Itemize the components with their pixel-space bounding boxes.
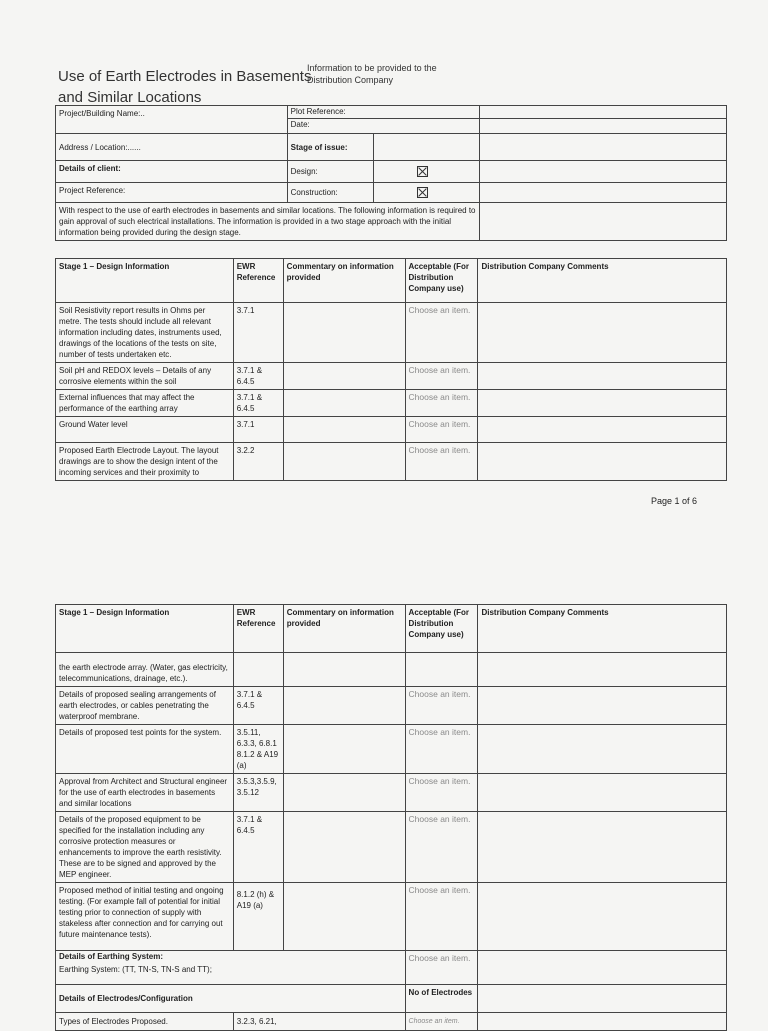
choose-item-dropdown[interactable]: Choose an item. — [405, 417, 478, 443]
commentary-header: Commentary on information provided — [283, 259, 405, 303]
row-ewr-reference: 3.5.11, 6.3.3, 6.8.1 8.1.2 & A19 (a) — [233, 725, 283, 774]
construction-extra — [480, 183, 727, 203]
row-ewr-reference: 8.1.2 (h) & A19 (a) — [233, 883, 283, 951]
row-ewr-reference: 3.2.3, 6.21, — [233, 1013, 405, 1031]
comments-header: Distribution Company Comments — [478, 605, 727, 653]
choose-item-dropdown[interactable]: Choose an item. — [405, 1013, 478, 1031]
row-commentary[interactable] — [283, 812, 405, 883]
stage-header: Stage 1 – Design Information — [56, 259, 234, 303]
ewr-header: EWR Reference — [233, 259, 283, 303]
intro-extra — [480, 203, 727, 241]
choose-item-dropdown[interactable]: Choose an item. — [405, 687, 478, 725]
row-comments[interactable] — [478, 1013, 727, 1031]
row-ewr-reference: 3.7.1 & 6.4.5 — [233, 812, 283, 883]
row-comments[interactable] — [478, 417, 727, 443]
address-label: Address / Location:...... — [56, 134, 288, 161]
commentary-header: Commentary on information provided — [283, 605, 405, 653]
table-row — [56, 774, 727, 812]
choose-item-dropdown[interactable]: Choose an item. — [405, 363, 478, 390]
table-row — [56, 1013, 727, 1031]
design-extra — [480, 161, 727, 183]
construction-checkbox[interactable] — [417, 187, 428, 198]
title-line-2: and Similar Locations — [58, 89, 202, 106]
row-description: Types of Electrodes Proposed. — [56, 1013, 234, 1031]
row-description: Soil Resistivity report results in Ohms per metre. The tests should include all relevant information including dates, instruments used, drawings of the locations of the tests on site, number of tests undertaken etc. — [56, 303, 234, 363]
table-row — [56, 390, 727, 417]
design-label: Design: — [287, 161, 373, 183]
row-commentary[interactable] — [283, 390, 405, 417]
row-commentary[interactable] — [283, 725, 405, 774]
row-comments[interactable] — [478, 725, 727, 774]
choose-item-dropdown[interactable]: Choose an item. — [405, 812, 478, 883]
earthing-system-text: Earthing System: (TT, TN-S, TN-S and TT); — [59, 965, 212, 974]
table-row — [56, 443, 727, 481]
row-commentary[interactable] — [283, 687, 405, 725]
earthing-comments[interactable] — [478, 951, 727, 985]
stage1-table-page1 — [55, 258, 727, 481]
comments-header: Distribution Company Comments — [478, 259, 727, 303]
earthing-system-heading: Details of Earthing System: — [59, 952, 164, 961]
electrodes-heading: Details of Electrodes/Configuration — [56, 985, 406, 1013]
row-ewr-reference — [233, 653, 283, 687]
row-description: the earth electrode array. (Water, gas electricity, telecommunications, drainage, etc.). — [56, 653, 234, 687]
choose-item-dropdown[interactable]: Choose an item. — [405, 774, 478, 812]
table-row — [56, 883, 727, 951]
row-commentary[interactable] — [283, 774, 405, 812]
title-line-1: Use of Earth Electrodes in Basements — [58, 68, 312, 85]
no-of-electrodes-label: No of Electrodes — [405, 985, 478, 1013]
row-ewr-reference: 3.7.1 — [233, 303, 283, 363]
row-commentary[interactable] — [283, 303, 405, 363]
row-commentary[interactable] — [283, 363, 405, 390]
table-row — [56, 725, 727, 774]
row-comments[interactable] — [478, 390, 727, 417]
ewr-header: EWR Reference — [233, 605, 283, 653]
row-description: Ground Water level — [56, 417, 234, 443]
row-ewr-reference: 3.7.1 & 6.4.5 — [233, 687, 283, 725]
plot-reference-value[interactable] — [480, 106, 727, 119]
row-description: Details of proposed sealing arrangements of earth electrodes, or cables penetrating the waterproof membrane. — [56, 687, 234, 725]
row-description: Approval from Architect and Structural engineer for the use of earth electrodes in basements and similar locations — [56, 774, 234, 812]
choose-item-dropdown[interactable]: Choose an item. — [405, 725, 478, 774]
earthing-system-cell — [56, 951, 406, 985]
stage-of-issue-label: Stage of issue: — [287, 134, 373, 161]
document-title — [58, 66, 311, 108]
intro-text: With respect to the use of earth electrodes in basements and similar locations. The following information is required to gain approval of such electrical installations. The information is provided in a two stage approach with the initial information being provided during the design stage. — [56, 203, 480, 241]
row-description: Proposed Earth Electrode Layout. The layout drawings are to show the design intent of the incoming services and their proximity to — [56, 443, 234, 481]
table-row — [56, 812, 727, 883]
row-comments[interactable] — [478, 812, 727, 883]
row-commentary[interactable] — [283, 443, 405, 481]
stage1-table-page2 — [55, 604, 727, 1031]
row-comments[interactable] — [478, 774, 727, 812]
row-comments[interactable] — [478, 363, 727, 390]
row-commentary[interactable] — [283, 883, 405, 951]
row-description: Details of proposed test points for the system. — [56, 725, 234, 774]
table-row — [56, 363, 727, 390]
row-description: Details of the proposed equipment to be specified for the installation including any corrosive protection measures or enhancements to improve the earth resistivity. These are to be signed and approved by the MEP engineer. — [56, 812, 234, 883]
project-reference-label: Project Reference: — [56, 183, 288, 203]
row-description: Soil pH and REDOX levels – Details of any corrosive elements within the soil — [56, 363, 234, 390]
design-checkbox-cell[interactable] — [373, 161, 480, 183]
plot-reference-label: Plot Reference: — [287, 106, 480, 119]
acceptable-header: Acceptable (For Distribution Company use) — [405, 605, 478, 653]
table-row — [56, 653, 727, 687]
stage-of-issue-value[interactable] — [373, 134, 480, 161]
acceptable-header: Acceptable (For Distribution Company use) — [405, 259, 478, 303]
row-comments[interactable] — [478, 687, 727, 725]
row-comments[interactable] — [478, 653, 727, 687]
stage-header: Stage 1 – Design Information — [56, 605, 234, 653]
stage-of-issue-extra — [480, 134, 727, 161]
electrodes-row — [56, 985, 727, 1013]
choose-item-dropdown[interactable]: Choose an item. — [405, 883, 478, 951]
project-name-label: Project/Building Name:.. — [56, 106, 288, 134]
earthing-system-row — [56, 951, 727, 985]
row-ewr-reference: 3.7.1 & 6.4.5 — [233, 390, 283, 417]
row-acceptable[interactable] — [405, 653, 478, 687]
info-note — [307, 62, 437, 86]
info-line-2: Distribution Company — [307, 75, 394, 85]
row-ewr-reference: 3.7.1 & 6.4.5 — [233, 363, 283, 390]
construction-checkbox-cell[interactable] — [373, 183, 480, 203]
row-commentary[interactable] — [283, 417, 405, 443]
construction-label: Construction: — [287, 183, 373, 203]
row-comments[interactable] — [478, 303, 727, 363]
row-ewr-reference: 3.2.2 — [233, 443, 283, 481]
details-of-client-label: Details of client: — [56, 161, 288, 183]
row-description: External influences that may affect the performance of the earthing array — [56, 390, 234, 417]
choose-item-dropdown[interactable]: Choose an item. — [405, 390, 478, 417]
choose-item-dropdown[interactable]: Choose an item. — [405, 951, 478, 985]
row-commentary[interactable] — [283, 653, 405, 687]
table-row — [56, 687, 727, 725]
project-form-table — [55, 105, 727, 241]
table-row — [56, 417, 727, 443]
row-description: Proposed method of initial testing and ongoing testing. (For example fall of potential for initial testing prior to connection of supply with stakeless after connection and for carrying out future maintenance tests). — [56, 883, 234, 951]
row-comments[interactable] — [478, 883, 727, 951]
table-row — [56, 303, 727, 363]
row-comments[interactable] — [478, 443, 727, 481]
row-ewr-reference: 3.5.3,3.5.9, 3.5.12 — [233, 774, 283, 812]
choose-item-dropdown[interactable]: Choose an item. — [405, 303, 478, 363]
no-of-electrodes-value[interactable] — [478, 985, 727, 1013]
choose-item-dropdown[interactable]: Choose an item. — [405, 443, 478, 481]
info-line-1: Information to be provided to the — [307, 63, 437, 73]
date-value[interactable] — [480, 119, 727, 134]
date-label: Date: — [287, 119, 480, 134]
page-number: Page 1 of 6 — [651, 496, 698, 506]
row-ewr-reference: 3.7.1 — [233, 417, 283, 443]
design-checkbox[interactable] — [417, 166, 428, 177]
